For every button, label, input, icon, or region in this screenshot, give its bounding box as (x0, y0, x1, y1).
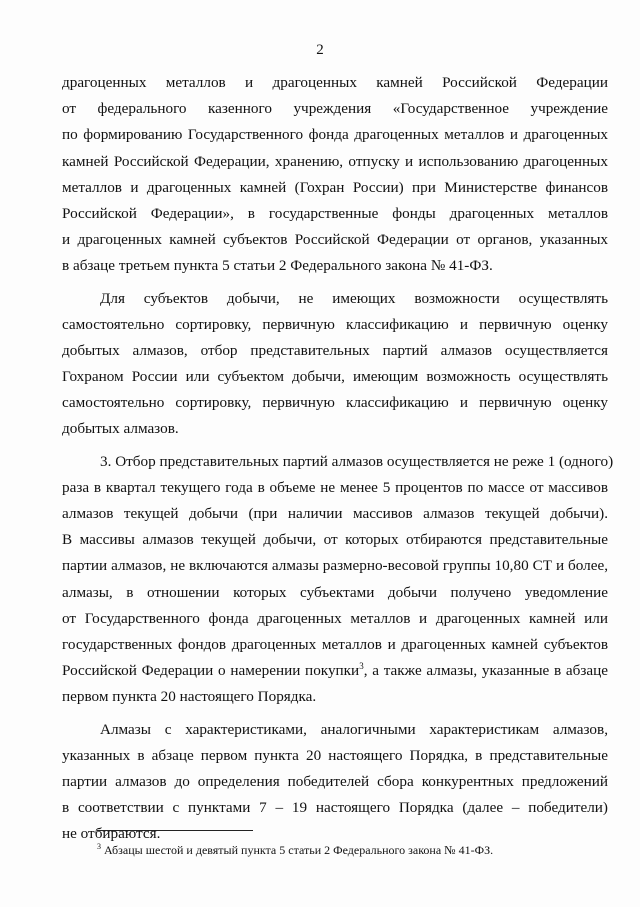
text-line: добытых алмазов, отбор представительных партий алмазов осуществляется (62, 341, 608, 359)
text-line: по формированию Государственного фонда драгоценных металлов и драгоценных (62, 126, 608, 144)
text-line: указанных в абзаце первом пункта 20 настоящего Порядка, в представительные (62, 746, 608, 764)
text-line: Российской Федерации о намерении покупки$^3$, а также алмазы, указанные в абзаце (62, 661, 609, 680)
text-line: Для субъектов добычи, не имеющих возможности осуществлять (100, 289, 608, 307)
text-line: государственных фондов драгоценных металлов и драгоценных камней субъектов (62, 635, 608, 653)
text-line: самостоятельно сортировку, первичную классификацию и первичную оценку (62, 315, 608, 333)
text-line: не отбираются. (62, 825, 161, 843)
footnote-reference: 3 (359, 661, 364, 672)
text-line: партии алмазов, не включаются алмазы размерно-весовой группы 10,80 СТ и более, (62, 557, 608, 575)
footnote-text: Абзацы шестой и девятый пункта 5 статьи 2 Федерального закона № 41-ФЗ. (101, 843, 494, 857)
text-line: раза в квартал текущего года в объеме не менее 5 процентов по массе от массивов (62, 478, 608, 496)
paragraph (62, 70, 608, 280)
paragraph (62, 449, 614, 711)
text-line: 3. Отбор представительных партий алмазов осуществляется не реже 1 (одного) (100, 452, 614, 470)
paragraph (62, 286, 608, 443)
text-line: В массивы алмазов текущей добычи, от которых отбираются представительные (62, 531, 608, 549)
text-line: металлов и драгоценных камней (Гохран России) при Министерстве финансов (62, 178, 608, 196)
text-line: алмазы, в отношении которых субъектами добычи получено уведомление (62, 583, 608, 601)
text-line: добытых алмазов. (62, 420, 179, 438)
text-line: Российской Федерации», в государственные фонды драгоценных металлов (62, 204, 608, 222)
text-line: от Государственного фонда драгоценных металлов и драгоценных камней или (62, 609, 608, 627)
footnote (97, 843, 493, 858)
text-line: алмазов текущей добычи (при наличии массивов алмазов текущей добычи). (62, 505, 608, 522)
paragraph (62, 717, 608, 848)
footnote-mark: 3 (97, 842, 101, 851)
text-line: самостоятельно сортировку, первичную классификацию и первичную оценку (62, 394, 608, 412)
text-line: первом пункта 20 настоящего Порядка. (62, 688, 317, 706)
text-line: от федерального казенного учреждения «Государственное учреждение (62, 100, 608, 118)
text-line: партии алмазов до определения победителей сбора конкурентных предложений (62, 772, 608, 790)
footnote-separator (97, 830, 253, 831)
text-line: драгоценных металлов и драгоценных камней Российской Федерации (62, 74, 608, 91)
text-line: Гохраном России или субъектом добычи, имеющим возможность осуществлять (62, 368, 608, 386)
text-line: камней Российской Федерации, хранению, отпуску и использованию драгоценных (62, 152, 608, 170)
page-number: 2 (316, 42, 324, 58)
text-line: Алмазы с характеристиками, аналогичными характеристикам алмазов, (100, 720, 608, 738)
document-body (62, 70, 614, 847)
text-line: и драгоценных камней субъектов Российской Федерации от органов, указанных (62, 231, 608, 249)
text-line: в соответствии с пунктами 7 – 19 настоящего Порядка (далее – победители) (62, 799, 608, 817)
text-line: в абзаце третьем пункта 5 статьи 2 Федерального закона № 41-ФЗ. (62, 257, 493, 275)
